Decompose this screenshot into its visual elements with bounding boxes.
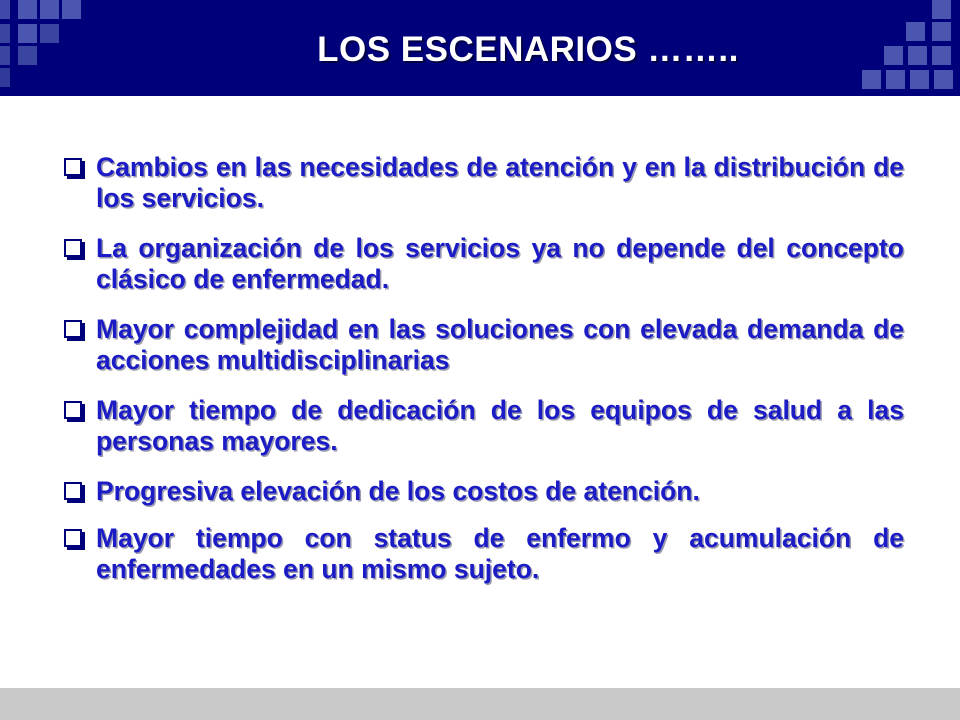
list-item <box>64 523 904 585</box>
bullet-text: Mayor tiempo con status de enfermo y acumulación de enfermedades en un mismo sujeto. <box>96 523 904 584</box>
bullet-text: Progresiva elevación de los costos de atención. <box>96 476 700 506</box>
list-item <box>64 233 904 295</box>
list-item <box>64 395 904 457</box>
bullet-text: Cambios en las necesidades de atención y en la distribución de los servicios. <box>96 152 904 213</box>
hollow-square-checkbox-icon <box>64 482 82 500</box>
hollow-square-checkbox-icon <box>64 158 82 176</box>
hollow-square-checkbox-icon <box>64 401 82 419</box>
header-bar <box>0 0 960 96</box>
bullet-text: Mayor complejidad en las soluciones con elevada demanda de acciones multidisciplinarias <box>96 314 904 375</box>
footer-bar <box>0 688 960 720</box>
hollow-square-checkbox-icon <box>64 239 82 257</box>
hollow-square-checkbox-icon <box>64 320 82 338</box>
list-item <box>64 476 904 507</box>
list-item <box>64 314 904 376</box>
bullet-list <box>64 152 904 604</box>
bullet-text: Mayor tiempo de dedicación de los equipos de salud a las personas mayores. <box>96 395 904 456</box>
list-item <box>64 152 904 214</box>
slide-title: LOS ESCENARIOS …….. <box>317 30 739 69</box>
bullet-text: La organización de los servicios ya no depende del concepto clásico de enfermedad. <box>96 233 904 294</box>
hollow-square-checkbox-icon <box>64 529 82 547</box>
